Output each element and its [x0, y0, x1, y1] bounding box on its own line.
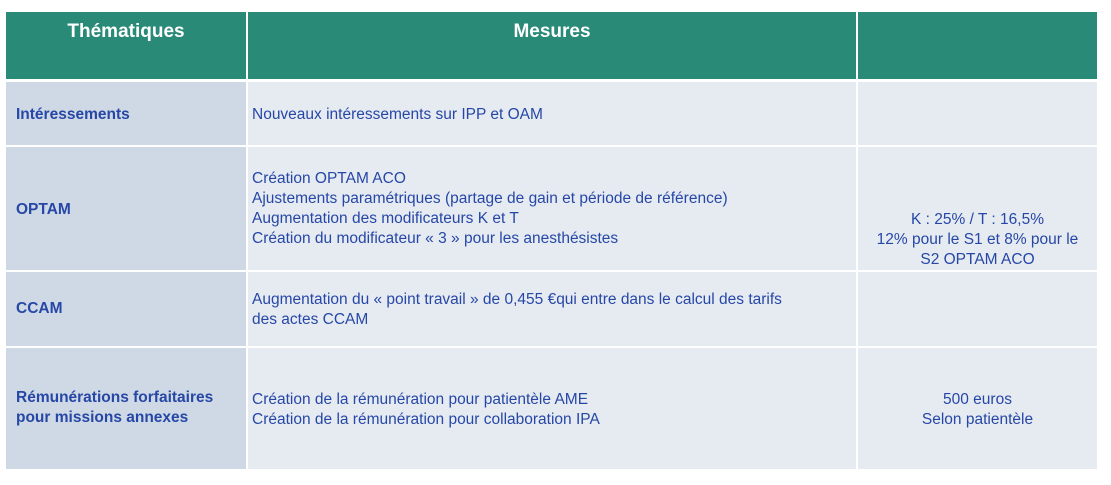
mesure-line: Création du modificateur « 3 » pour les anesthésistes — [252, 230, 619, 247]
mesure-line: Augmentation des modificateurs K et T — [252, 210, 519, 227]
table-header — [6, 12, 1097, 79]
mesure-line: Création OPTAM ACO — [252, 170, 406, 187]
mesure-line: Création de la rémunération pour patientèle AME — [252, 391, 589, 408]
theme-label: CCAM — [16, 300, 63, 317]
mesures-cell — [248, 348, 856, 469]
table-row — [6, 348, 1097, 469]
notes-cell — [858, 147, 1097, 270]
measures-table — [6, 12, 1097, 469]
theme-label: Rémunérations forfaitaires — [16, 389, 214, 406]
mesures-cell — [248, 272, 856, 346]
notes-cell — [858, 82, 1097, 145]
theme-label: pour missions annexes — [16, 409, 189, 426]
theme-cell — [6, 272, 246, 346]
header-thematiques: Thématiques — [6, 12, 246, 79]
mesure-line: Création de la rémunération pour collaboration IPA — [252, 411, 600, 428]
theme-cell — [6, 147, 246, 270]
table-row — [6, 82, 1097, 145]
table-row — [6, 272, 1097, 346]
notes-cell — [858, 348, 1097, 469]
note-line: K : 25% / T : 16,5% — [911, 211, 1044, 228]
note-line: 500 euros — [943, 391, 1012, 408]
theme-label: Intéressements — [16, 106, 130, 123]
mesures-cell — [248, 82, 856, 145]
theme-label: OPTAM — [16, 201, 71, 218]
header-mesures: Mesures — [248, 12, 856, 79]
notes-cell — [858, 272, 1097, 346]
mesure-line: Ajustements paramétriques (partage de gain et période de référence) — [252, 190, 728, 207]
mesure-line: des actes CCAM — [252, 311, 369, 328]
mesure-line: Augmentation du « point travail » de 0,455 €qui entre dans le calcul des tarifs — [252, 291, 782, 308]
note-line: S2 OPTAM ACO — [920, 251, 1035, 268]
note-line: Selon patientèle — [921, 411, 1034, 428]
header-empty — [858, 12, 1097, 79]
theme-cell — [6, 348, 246, 469]
theme-cell — [6, 82, 246, 145]
note-line: 12% pour le S1 et 8% pour le — [876, 231, 1079, 248]
mesure-line: Nouveaux intéressements sur IPP et OAM — [252, 106, 543, 123]
table-row — [6, 147, 1097, 270]
mesures-cell — [248, 147, 856, 270]
